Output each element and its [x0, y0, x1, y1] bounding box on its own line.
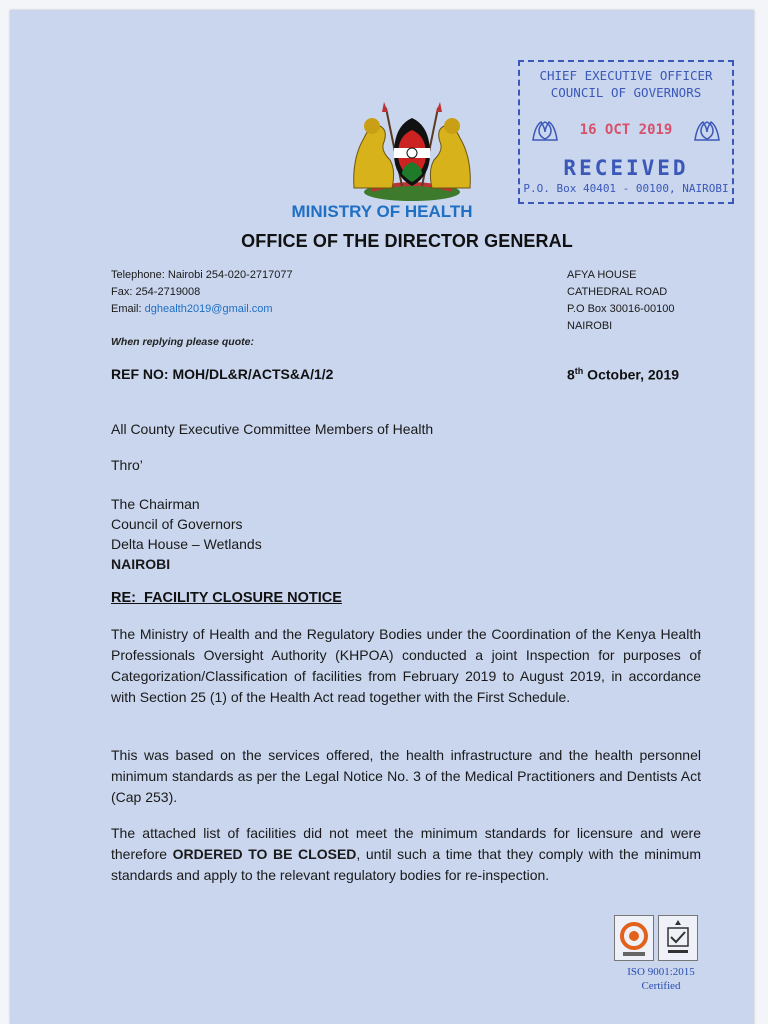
email-line — [111, 301, 293, 318]
stamp-box: P.O. Box 40401 - 00100, NAIROBI — [523, 182, 729, 195]
reply-note: When replying please quote: — [111, 336, 254, 348]
subject-line: RE: FACILITY CLOSURE NOTICE — [111, 590, 342, 606]
chairman-line-2: Council of Governors — [111, 516, 243, 532]
address-line-4: NAIROBI — [567, 320, 613, 332]
iso-logo-right — [658, 915, 698, 961]
received-stamp — [518, 60, 734, 204]
iso-seal-icon — [615, 916, 653, 960]
date-day: 8 — [567, 366, 575, 383]
stamp-received: RECEIVED — [563, 156, 689, 180]
reference-number: REF NO: MOH/DL&R/ACTS&A/1/2 — [111, 366, 334, 382]
paragraph-1: The Ministry of Health and the Regulatory Bodies under the Coordination of the Kenya Health Professionals Oversight Authority (KHPOA) conducted a joint Inspection for purposes of Categorization/Classification of facilities from February 2019 to August 2019, in accordance with Section 25 (1) of the Health Act read together with the First Schedule. — [111, 626, 701, 705]
iso-logos — [614, 915, 700, 963]
address-line-3: P.O Box 30016-00100 — [567, 303, 675, 315]
chairman-line-4: NAIROBI — [111, 556, 171, 572]
email-label: Email: — [111, 303, 145, 315]
address-line-2: CATHEDRAL ROAD — [567, 286, 668, 298]
stamp-date: 16 OCT 2019 — [579, 122, 673, 138]
fax-line: Fax: 254-2719008 — [111, 286, 201, 298]
chairman-line-1: The Chairman — [111, 496, 200, 512]
date-suffix: th — [574, 366, 584, 376]
iso-certified: Certified — [641, 980, 681, 992]
ukas-check-icon — [659, 916, 697, 960]
telephone-line: Telephone: Nairobi 254-020-2717077 — [111, 269, 293, 281]
address-block — [567, 267, 674, 335]
paragraph-2: This was based on the services offered, the health infrastructure and the health personnel minimum standards as per the Legal Notice No. 3 of the Medical Practitioners and Dentists Act (Cap 253). — [111, 747, 701, 805]
paragraph-3-end: , until such a time that they comply with the minimum standards and apply to the relevant regulatory bodies for re-inspection. — [111, 846, 701, 883]
contact-block — [111, 267, 293, 318]
stamp-line-2: COUNCIL OF GOVERNORS — [550, 85, 702, 100]
iso-caption — [606, 965, 716, 993]
thro-line: Thro’ — [111, 457, 143, 473]
paragraph-3-start: The attached list of facilities did not meet the minimum standards for licensure and were therefore — [111, 825, 701, 862]
address-line-1: AFYA HOUSE — [567, 269, 637, 281]
iso-logo-left — [614, 915, 654, 961]
closure-order: ORDERED TO BE CLOSED — [172, 846, 357, 862]
date-rest: October, 2019 — [583, 366, 680, 383]
letter-date — [567, 366, 679, 383]
ministry-heading: MINISTRY OF HEALTH — [291, 202, 473, 221]
office-heading: OFFICE OF THE DIRECTOR GENERAL — [241, 231, 573, 251]
coat-of-arms-icon — [342, 100, 482, 206]
chairman-address — [111, 494, 262, 574]
email-link[interactable]: dghealth2019@gmail.com — [144, 303, 273, 315]
letter-page — [10, 10, 754, 1024]
chairman-line-3: Delta House – Wetlands — [111, 536, 262, 552]
addressee: All County Executive Committee Members of Health — [111, 421, 434, 437]
paragraph-3 — [111, 823, 701, 886]
stamp-line-1: CHIEF EXECUTIVE OFFICER — [539, 68, 713, 83]
iso-standard: ISO 9001:2015 — [627, 966, 695, 978]
